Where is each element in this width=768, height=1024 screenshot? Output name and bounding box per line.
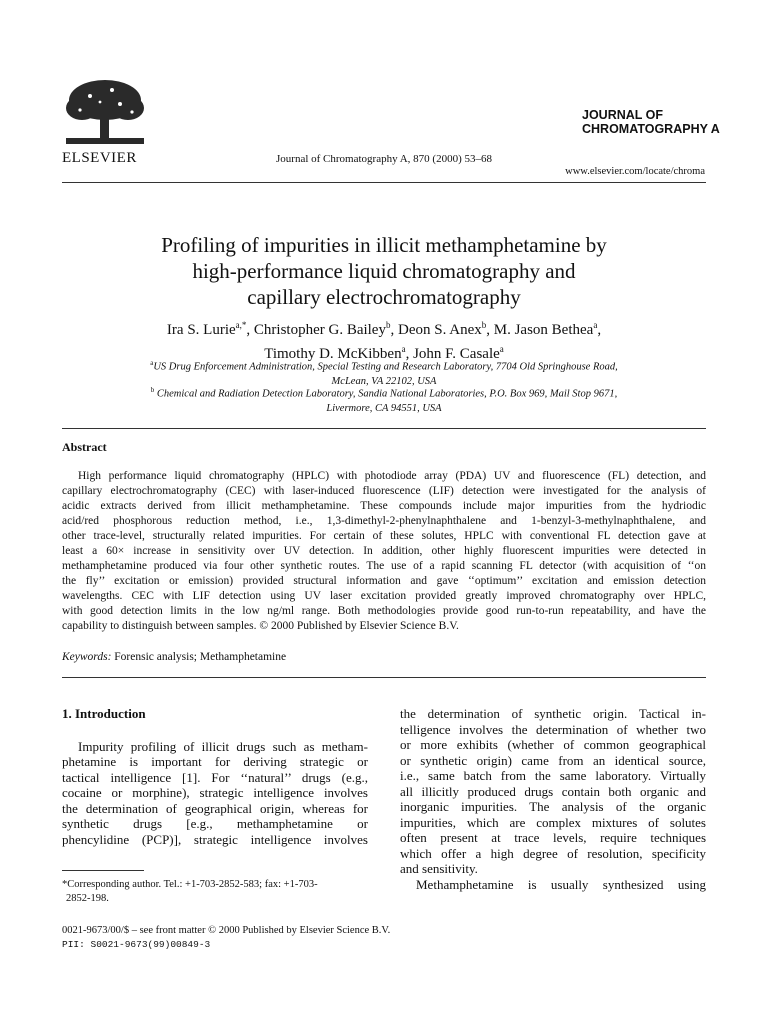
affiliation-line [90,356,678,375]
footnote-divider [62,870,144,871]
journal-url[interactable]: www.elsevier.com/locate/chroma [565,166,705,177]
publisher-name: ELSEVIER [62,150,137,166]
keywords-label: Keywords: [62,651,112,663]
body-line: i.e., same batch from the same laboratory. Virtually [400,768,706,783]
abstract-line: the fly’’ excitation or emission) provided structural information and gave ‘‘optimum’’ excitation and emission detection [62,575,706,587]
abstract-heading: Abstract [62,440,107,454]
author-affiliation-mark: a [401,344,406,354]
affiliation-mark: a [150,359,154,367]
abstract-line: other trace-level, structurally related impurities. For certain of these solutes, HPLC with conventional FL detection gave at [62,530,706,542]
abstract-divider [62,428,706,429]
author-affiliation-mark: a [593,320,598,330]
body-line: or more exhibits (whether of common geographical [400,737,706,752]
keywords-text: Forensic analysis; Methamphetamine [114,651,287,663]
title-line: capillary electrochromatography [247,285,521,309]
body-line: and sensitivity. [400,861,478,876]
title-line: high-performance liquid chromatography and [192,259,576,283]
author-affiliation-mark: a,* [235,320,247,330]
body-line: the determination of geographical origin, whereas for [62,800,368,816]
author-name: M. Jason Bethea [493,322,594,338]
body-line: tactical intelligence [1]. For ‘‘natural’’ drugs (e.g., [62,769,368,785]
abstract-line: with good detection limits in the low ng/ml range. Both methodologies provide good run-to-run repeatability, and have the [62,605,706,617]
author-name: John F. Casale [413,346,500,362]
footnote-line: 2852-198. [66,893,109,904]
abstract-line: acid/red phosphorous reduction method, i.e., 1,3-dimethyl-2-phenylnaphthalene and 1-benzyl-3-methylnaphthalene, and [62,515,706,527]
body-line: inorganic impurities. The analysis of the organic [400,799,706,814]
author-name: Ira S. Lurie [166,322,236,338]
body-line: cocaine or morphine), strategic intelligence involves [62,785,368,800]
body-line: Methamphetamine is usually synthesized using [416,876,706,892]
header-divider [62,182,706,183]
body-line: telligence involves the determination of whether two [400,721,706,737]
corresponding-author-footnote [62,878,368,906]
elsevier-tree-logo [60,78,150,150]
keywords [62,651,286,663]
abstract-line: High performance liquid chromatography (HPLC) with photodiode array (PDA) UV and fluorescence (FL) detection, and [78,470,706,482]
body-line: synthetic drugs [e.g., methamphetamine or [62,816,368,831]
body-line: Impurity profiling of illicit drugs such as metham- [78,738,368,754]
journal-name [582,108,720,136]
author-affiliation-mark: b [481,320,487,330]
abstract-line: wavelengths. CEC with LIF detection using UV laser excitation provided greatly improved chromatography over HPLC, [62,590,706,602]
footnote-line: *Corresponding author. Tel.: +1-703-2852-583; fax: +1-703- [62,879,318,890]
authors-line: Ira S. Lurie$^{a,*}$, Christopher G. Bailey$^b$, Deon S. Anex$^b$, M. Jason Bethea$^a$, [166,320,602,338]
journal-name-line1: JOURNAL OF [582,108,664,122]
abstract-line: methamphetamine produced via four other synthetic routes. The use of a rapid scanning FL detector (with acquisition of ‘‘on [62,560,706,572]
affiliation-text: US Drug Enforcement Administration, Special Testing and Research Laboratory, 7704 Old Springhouse Road, [153,361,618,373]
author-name: Timothy D. McKibben [264,346,402,362]
abstract-line: least a 60× increase in sensitivity over UV detection. In addition, other highly fluorescent impurities were detected in [62,545,706,557]
affiliation-line [90,383,678,402]
affiliation-line: Livermore, CA 94551, USA [326,402,442,414]
affiliation-line: McLean, VA 22102, USA [331,375,437,387]
abstract-line: capability to distinguish between samples. © 2000 Published by Elsevier Science B.V. [62,620,459,632]
article-title [100,232,668,310]
journal-name-line2: CHROMATOGRAPHY A [582,122,720,136]
body-line: the determination of synthetic origin. Tactical in- [400,706,706,721]
body-divider [62,677,706,678]
body-line: often present at trace levels, require techniques [400,830,706,845]
abstract-line: acidic extracts derived from illicit methamphetamine. These compounds include major impurities from the hydriodic [62,500,706,512]
left-column [62,706,368,847]
abstract-line: capillary electrochromatography (CEC) with laser-induced fluorescence (LIF) detection were investigated for the analysis of [62,485,706,497]
right-column [400,706,706,892]
affiliation-text: Chemical and Radiation Detection Laboratory, Sandia National Laboratories, P.O. Box 969, Mail Stop 9671, [156,388,618,400]
title-line: Profiling of impurities in illicit methamphetamine by [161,233,607,257]
body-line: which offer a high degree of resolution, specificity [400,845,706,861]
author-name: Christopher G. Bailey [253,322,386,338]
front-matter-line: 0021-9673/00/$ – see front matter © 2000 Published by Elsevier Science B.V. [62,925,391,936]
author-name: Deon S. Anex [397,322,482,338]
affiliation-mark: b [150,386,155,394]
pii-line: PII: S0021-9673(99)00849-3 [62,939,211,950]
front-matter [62,924,390,952]
author-affiliation-mark: a [499,344,504,354]
body-line: phencylidine (PCP)], strategic intelligence involves [62,831,368,847]
body-line: phetamine is important for deriving strategic or [62,754,368,769]
body-line: all illicitly produced drugs contain both organic and [400,783,706,799]
body-line: impurities, which are complex mixtures of solutes [400,814,706,830]
abstract-body [62,469,706,634]
affiliation-b [90,383,678,416]
author-affiliation-mark: b [385,320,391,330]
body-line: or synthetic origin) came from an identical source, [400,752,706,768]
section-heading: 1. Introduction [62,706,146,721]
journal-citation: Journal of Chromatography A, 870 (2000) 53–68 [276,153,492,165]
authors-line: Timothy D. McKibben$^a$, John F. Casale$^a$ [264,344,504,362]
